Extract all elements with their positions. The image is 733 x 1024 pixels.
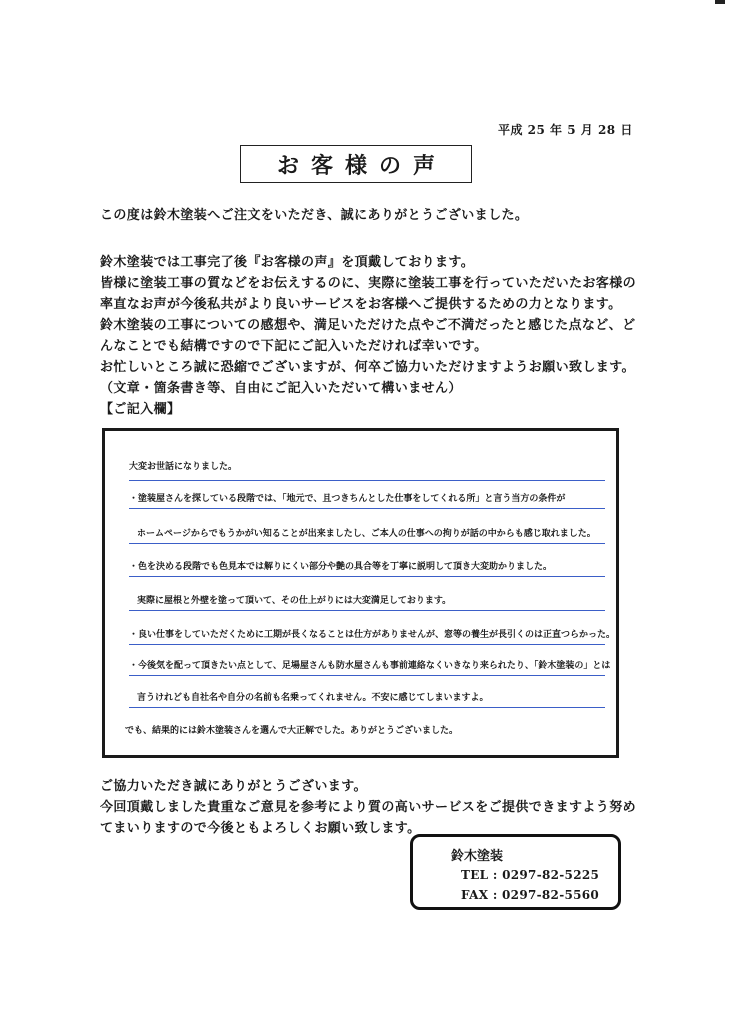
- greeting-text: この度は鈴木塗装へご注文をいただき、誠にありがとうございました。: [100, 208, 529, 223]
- intro-line: 鈴木塗装の工事についての感想や、満足いただけた点やご不満だったと感じた点など、ど: [100, 318, 636, 333]
- closing-line: ご協力いただき誠にありがとうございます。: [100, 779, 367, 794]
- form-line: 実際に屋根と外壁を塗って頂いて、その仕上がりには大変満足しております。: [129, 593, 605, 611]
- scan-mark: [715, 0, 725, 4]
- company-name: 鈴木塗装: [451, 849, 504, 864]
- closing-paragraph: [100, 776, 636, 839]
- page-title: お客様の声: [276, 152, 447, 179]
- tel-number: TEL : 0297-82-5225: [461, 868, 600, 882]
- form-line: ・良い仕事をしていただくために工期が長くなることは仕方がありませんが、窓等の養生が長引くのは正直つらかった。: [129, 627, 605, 645]
- intro-line: 鈴木塗装では工事完了後『お客様の声』を頂戴しております。: [100, 255, 475, 270]
- form-line: ・色を決める段階でも色見本では解りにくい部分や艶の具合等を丁寧に説明して頂き大変助かりました。: [129, 559, 605, 577]
- intro-line: （文章・箇条書き等、自由にご記入いただいて構いません）: [100, 381, 462, 396]
- closing-line: てまいりますので今後ともよろしくお願い致します。: [100, 821, 421, 836]
- form-line: ・塗装屋さんを探している段階では、「地元で、且つきちんとした仕事をしてくれる所」と言う当方の条件が: [129, 491, 605, 509]
- form-line: ホームページからでもうかがい知ることが出来ましたし、ご本人の仕事への拘りが話の中からも感じ取れました。: [129, 526, 605, 544]
- fax-number: FAX : 0297-82-5560: [461, 888, 600, 902]
- document-date: 平成 25 年 5 月 28 日: [498, 123, 633, 137]
- comment-form-box: [102, 428, 619, 758]
- form-line: でも、結果的には鈴木塗装さんを選んで大正解でした。ありがとうございました。: [125, 726, 459, 736]
- intro-paragraph: [100, 252, 636, 420]
- form-line: ・今後気を配って頂きたい点として、足場屋さんも防水屋さんも事前連絡なくいきなり来られたり、「鈴木塗装の」とは: [129, 658, 605, 676]
- contact-box: [410, 834, 621, 910]
- intro-line: お忙しいところ誠に恐縮でございますが、何卒ご協力いただけますようお願い致します。: [100, 360, 635, 375]
- form-line: 言うけれども自社名や自分の名前も名乗ってくれません。不安に感じてしまいますよ。: [129, 690, 605, 708]
- form-underline: [129, 467, 605, 481]
- closing-line: 今回頂戴しました貴重なご意見を参考により質の高いサービスをご提供できますよう努め: [100, 800, 637, 815]
- intro-line: 率直なお声が今後私共がより良いサービスをお客様へご提供するための力となります。: [100, 297, 622, 312]
- intro-line: んなことでも結構ですので下記にご記入いただければ幸いです。: [100, 339, 488, 354]
- title-box: [240, 145, 472, 183]
- form-line: 大変お世話になりました。: [129, 462, 238, 472]
- intro-line: 皆様に塗装工事の質などをお伝えするのに、実際に塗装工事を行っていただいたお客様の: [100, 276, 637, 291]
- form-section-label: 【ご記入欄】: [100, 402, 181, 417]
